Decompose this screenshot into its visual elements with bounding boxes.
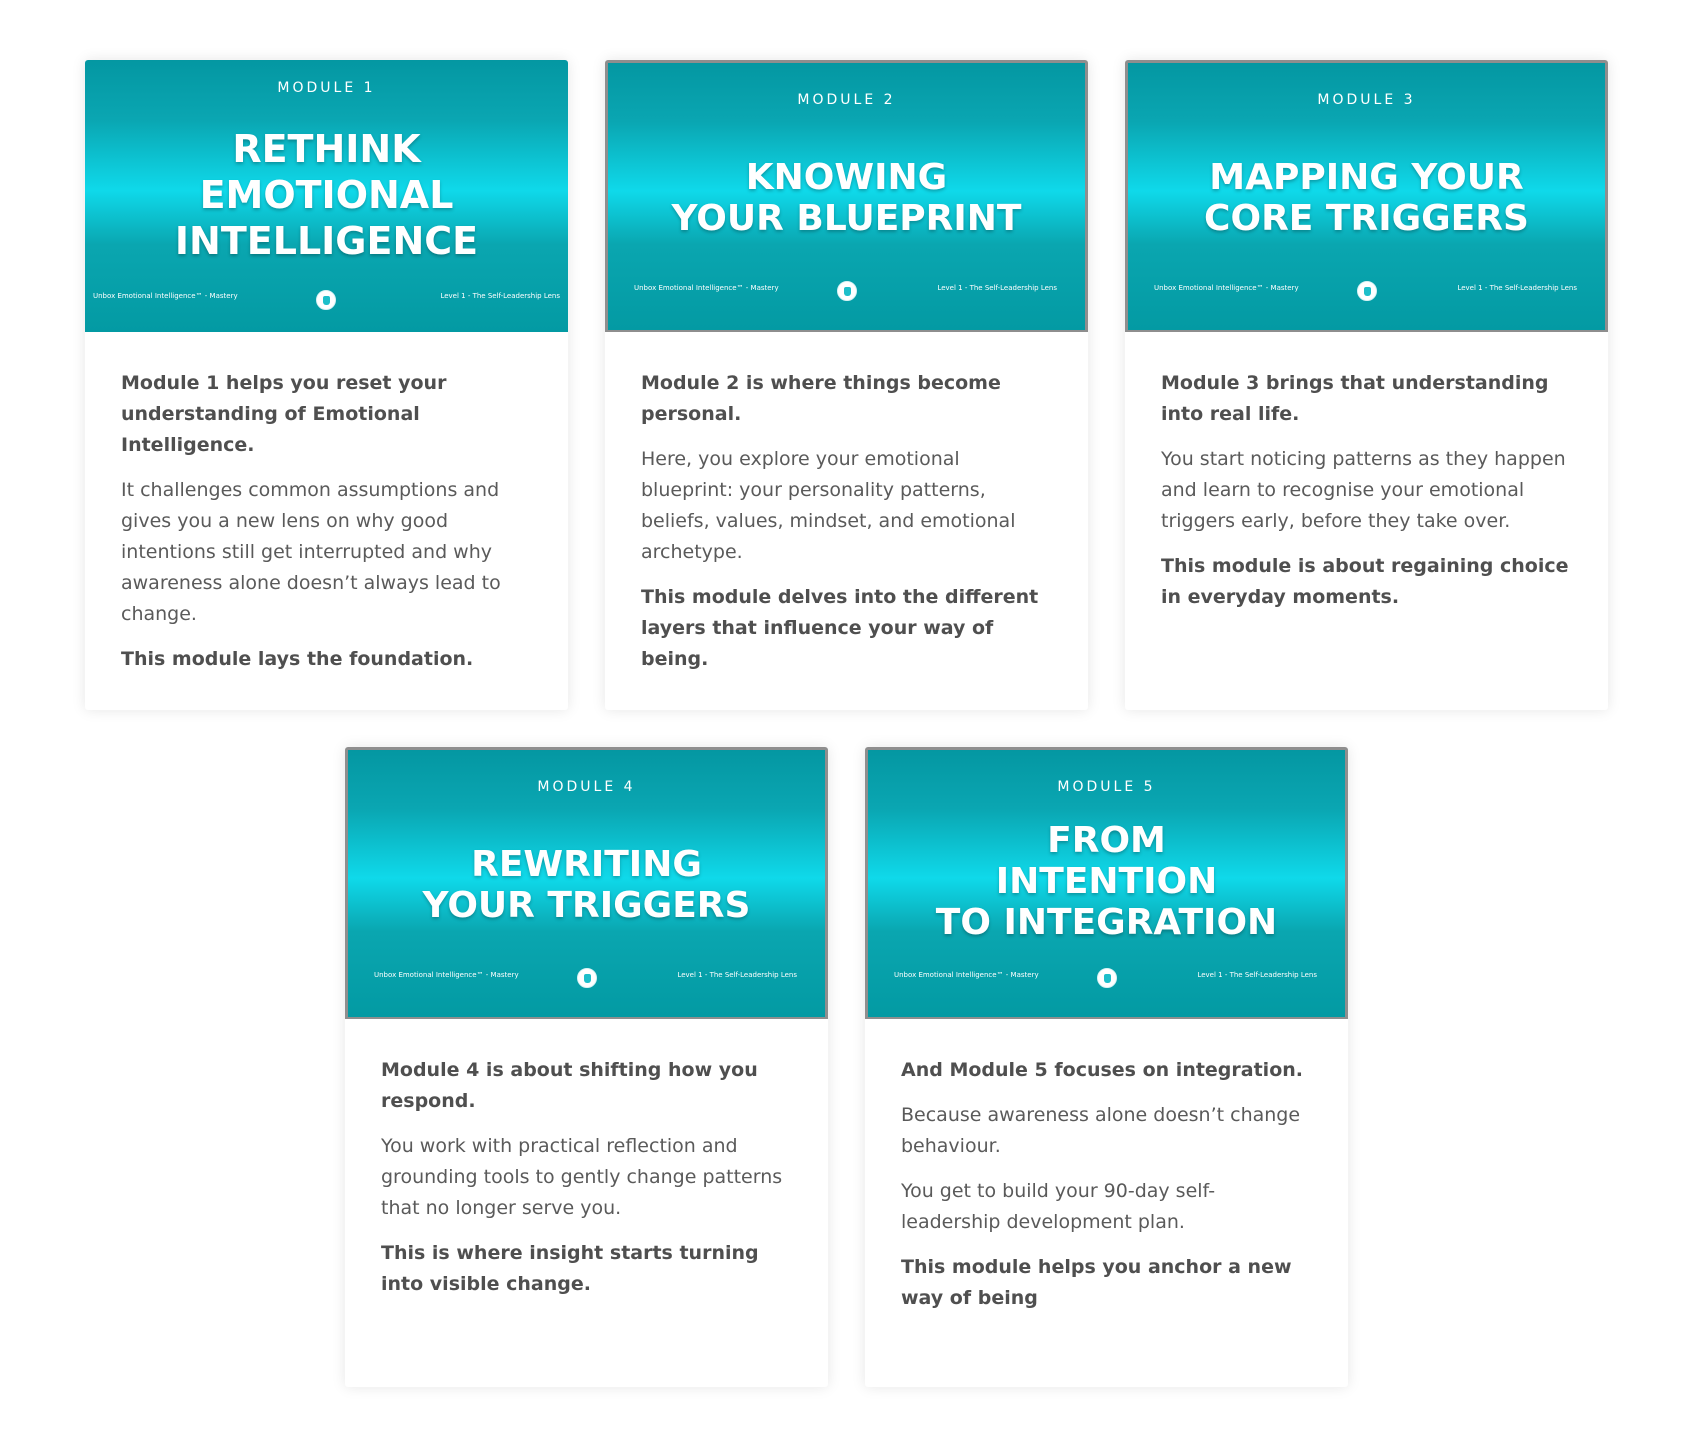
module-closing: This is where insight starts turning into visible change. xyxy=(381,1242,759,1295)
banner-footer-left: Unbox Emotional Intelligence™ - Mastery xyxy=(634,284,779,292)
module-card-1 xyxy=(85,60,568,710)
banner-footer-right: Level 1 - The Self-Leadership Lens xyxy=(937,284,1057,292)
module-lead: Module 3 brings that understanding into real life. xyxy=(1161,372,1549,425)
module-paragraph: It challenges common assumptions and gives you a new lens on why good intentions still get interrupted and why awareness alone doesn’t always lead to change. xyxy=(121,479,501,625)
module-paragraph: Because awareness alone doesn’t change behaviour. xyxy=(901,1104,1301,1157)
module-closing: This module delves into the different layers that influence your way of being. xyxy=(641,586,1039,670)
module-closing: This module is about regaining choice in everyday moments. xyxy=(1161,555,1569,608)
module-title: FROM INTENTION TO INTEGRATION xyxy=(935,820,1278,943)
banner-footer-left: Unbox Emotional Intelligence™ - Mastery xyxy=(1154,284,1299,292)
unbox-logo-icon xyxy=(1097,968,1117,988)
unbox-logo-icon xyxy=(837,281,857,301)
banner-footer-left: Unbox Emotional Intelligence™ - Mastery xyxy=(93,292,238,300)
module-label: MODULE 2 xyxy=(797,92,896,108)
unbox-logo-icon xyxy=(316,290,336,310)
module-card-4 xyxy=(345,747,828,1387)
module-banner-5 xyxy=(865,747,1348,1019)
module-paragraph: You work with practical reflection and grounding tools to gently change patterns that no longer serve you. xyxy=(381,1135,783,1219)
module-card-5 xyxy=(865,747,1348,1387)
banner-footer-right: Level 1 - The Self-Leadership Lens xyxy=(1197,971,1317,979)
module-banner-3 xyxy=(1125,60,1608,332)
module-label: MODULE 1 xyxy=(277,80,376,96)
module-description xyxy=(605,332,1088,675)
banner-footer-right: Level 1 - The Self-Leadership Lens xyxy=(677,971,797,979)
module-lead: And Module 5 focuses on integration. xyxy=(901,1059,1303,1081)
module-title: RETHINK EMOTIONAL INTELLIGENCE xyxy=(174,127,479,263)
module-lead: Module 2 is where things become personal. xyxy=(641,372,1001,425)
module-label: MODULE 3 xyxy=(1317,92,1416,108)
banner-footer-right: Level 1 - The Self-Leadership Lens xyxy=(440,292,560,300)
unbox-logo-icon xyxy=(1357,281,1377,301)
module-title: REWRITING YOUR TRIGGERS xyxy=(422,844,751,926)
module-description xyxy=(345,1019,828,1300)
module-closing: This module helps you anchor a new way of being xyxy=(901,1256,1292,1309)
module-description xyxy=(865,1019,1348,1314)
module-paragraph: You get to build your 90-day self-leadership development plan. xyxy=(901,1180,1216,1233)
banner-footer-left: Unbox Emotional Intelligence™ - Mastery xyxy=(374,971,519,979)
module-label: MODULE 5 xyxy=(1057,779,1156,795)
module-lead: Module 4 is about shifting how you respond. xyxy=(381,1059,758,1112)
module-card-3 xyxy=(1125,60,1608,710)
module-description xyxy=(1125,332,1608,613)
module-banner-2 xyxy=(605,60,1088,332)
module-paragraph: Here, you explore your emotional blueprint: your personality patterns, beliefs, values, mindset, and emotional archetype. xyxy=(641,448,1016,563)
module-banner-1 xyxy=(85,60,568,332)
module-card-2 xyxy=(605,60,1088,710)
module-paragraph: You start noticing patterns as they happen and learn to recognise your emotional triggers early, before they take over. xyxy=(1161,448,1566,532)
banner-footer-left: Unbox Emotional Intelligence™ - Mastery xyxy=(894,971,1039,979)
module-label: MODULE 4 xyxy=(537,779,636,795)
module-title: MAPPING YOUR CORE TRIGGERS xyxy=(1204,157,1529,239)
module-closing: This module lays the foundation. xyxy=(121,648,474,670)
unbox-logo-icon xyxy=(577,968,597,988)
module-banner-4 xyxy=(345,747,828,1019)
module-title: KNOWING YOUR BLUEPRINT xyxy=(671,157,1022,239)
module-lead: Module 1 helps you reset your understanding of Emotional Intelligence. xyxy=(121,372,447,456)
module-description xyxy=(85,332,568,675)
banner-footer-right: Level 1 - The Self-Leadership Lens xyxy=(1457,284,1577,292)
